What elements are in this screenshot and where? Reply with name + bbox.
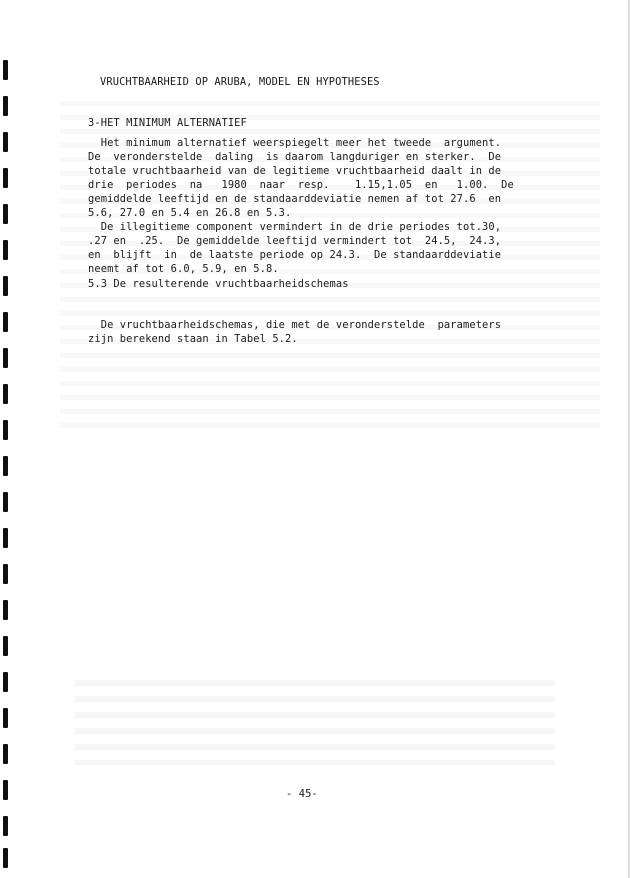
paragraph-legitimate: Het minimum alternatief weerspiegelt meer het tweede argument. De veronderstelde daling is daarom langduriger en sterker. De totale vruchtbaarheid van de legitieme vruchtbaarheid daalt in de drie periodes na 1980 naar resp. 1.15,1.05 en 1.00. De gemiddelde leeftijd en de standaarddeviatie nemen af tot 27.6 en 5.6, 27.0 en 5.4 en 26.8 en 5.3.: [88, 137, 514, 219]
show-through-shadow-lower: [75, 670, 555, 765]
page-number: - 45-: [286, 788, 318, 800]
section-title: 3-HET MINIMUM ALTERNATIEF: [88, 117, 247, 129]
page-heading: VRUCHTBAARHEID OP ARUBA, MODEL EN HYPOTHESES: [100, 76, 380, 88]
paragraph-illegitimate: De illegitieme component vermindert in de drie periodes tot.30, .27 en .25. De gemiddelde leeftijd vermindert tot 24.5, 24.3, en blijft in de laatste periode op 24.3. De standaarddeviatie neemt af tot 6.0, 5.9, en 5.8.: [88, 221, 502, 275]
subsection-title: 5.3 De resulterende vruchtbaarheidschemas: [88, 278, 349, 290]
paragraph-schemas: De vruchtbaarheidschemas, die met de veronderstelde parameters zijn berekend staan in Tabel 5.2.: [88, 319, 502, 345]
